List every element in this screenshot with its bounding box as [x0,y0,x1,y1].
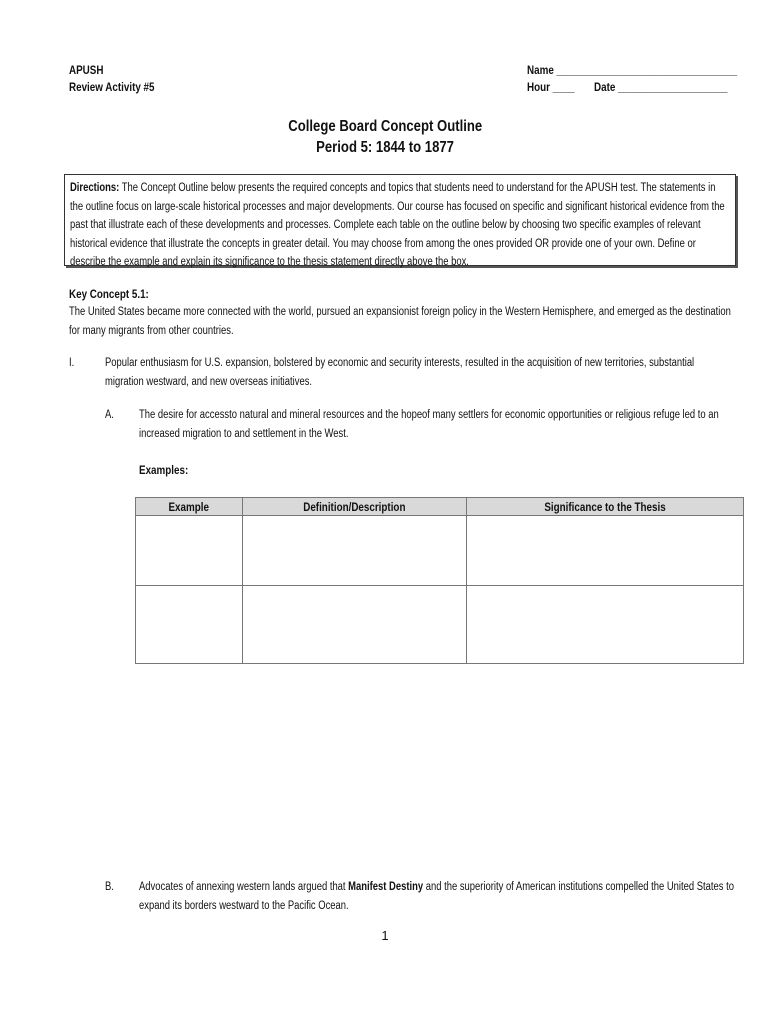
significance-cell[interactable] [467,516,744,586]
col-header-significance [467,498,744,516]
significance-cell[interactable] [467,586,744,664]
section-a-text [139,406,735,443]
section-b-letter [105,878,116,897]
date-line[interactable]: Date ____________________ [594,80,728,94]
manifest-destiny-term: Manifest Destiny [348,881,424,893]
header-left [69,62,173,96]
section-a-letter-text: A. [105,409,114,421]
col-header-example [136,498,243,516]
section-i-numeral [69,354,75,373]
key-concept-title [69,287,166,301]
section-i-numeral-text: I. [69,357,75,369]
section-b-text [139,878,735,915]
key-concept-title-text: Key Concept 5.1: [69,287,149,301]
directions-text: The Concept Outline below presents the required concepts and topics that students need to understand for the APUSH test. The statements in the outline focus on large-scale historical processes and major developments. Our course has focused on specific and significant historical evidence from the past that illustrate each of these developments and processes. Complete each table on the outline below by choosing two specific examples of relevant historical evidence that illustrate the concepts in greater detail. You may choose from among the ones provided OR provide one of your own. Define or describe the example and explain its significance to the thesis statement directly above the box. [70,182,725,268]
table-row [136,586,744,664]
section-b-letter-text: B. [105,881,114,893]
col-header-significance-text: Significance to the Thesis [544,499,666,514]
examples-label-text: Examples: [139,463,189,477]
key-concept-text-body: The United States became more connected with the world, pursued an expansionist foreign policy in the Western Hemisphere, and emerged as the destination for many migrants from other countries. [69,306,731,337]
directions-box [64,174,736,266]
col-header-example-text: Example [168,499,210,514]
page-title [0,116,770,158]
section-b-text-before: Advocates of annexing western lands argued that [139,881,349,893]
col-header-definition [243,498,467,516]
definition-cell[interactable] [243,516,467,586]
course-name: APUSH [69,63,104,77]
name-line[interactable]: Name _________________________________ [527,63,738,77]
title-line-1: College Board Concept Outline [288,118,482,135]
section-a-letter [105,406,116,425]
example-cell[interactable] [136,516,243,586]
section-i-text [105,354,735,391]
table-row [136,516,744,586]
section-i-text-body: Popular enthusiasm for U.S. expansion, bolstered by economic and security interests, resulted in the acquisition of new territories, substantial migration westward, and new overseas initiatives. [105,357,695,388]
header-right [527,62,770,96]
example-cell[interactable] [136,586,243,664]
table-header-row [136,498,744,516]
key-concept-text [69,303,734,340]
activity-name: Review Activity #5 [69,80,155,94]
hour-line[interactable]: Hour ____ [527,80,575,94]
col-header-definition-text: Definition/Description [303,499,406,514]
directions-label: Directions: [70,182,120,194]
definition-cell[interactable] [243,586,467,664]
section-b-text-after: and the superiority of American institutions compelled the United States to expand its borders westward to the Pacific Ocean. [139,881,734,912]
section-a-text-body: The desire for accessto natural and mineral resources and the hopeof many settlers for economic opportunities or religious refuge led to an increased migration to and settlement in the West. [139,409,719,440]
page-number [0,928,770,943]
page-number-text: 1 [381,928,389,943]
title-line-2: Period 5: 1844 to 1877 [316,139,454,156]
examples-table [135,497,744,664]
examples-label [139,463,199,477]
